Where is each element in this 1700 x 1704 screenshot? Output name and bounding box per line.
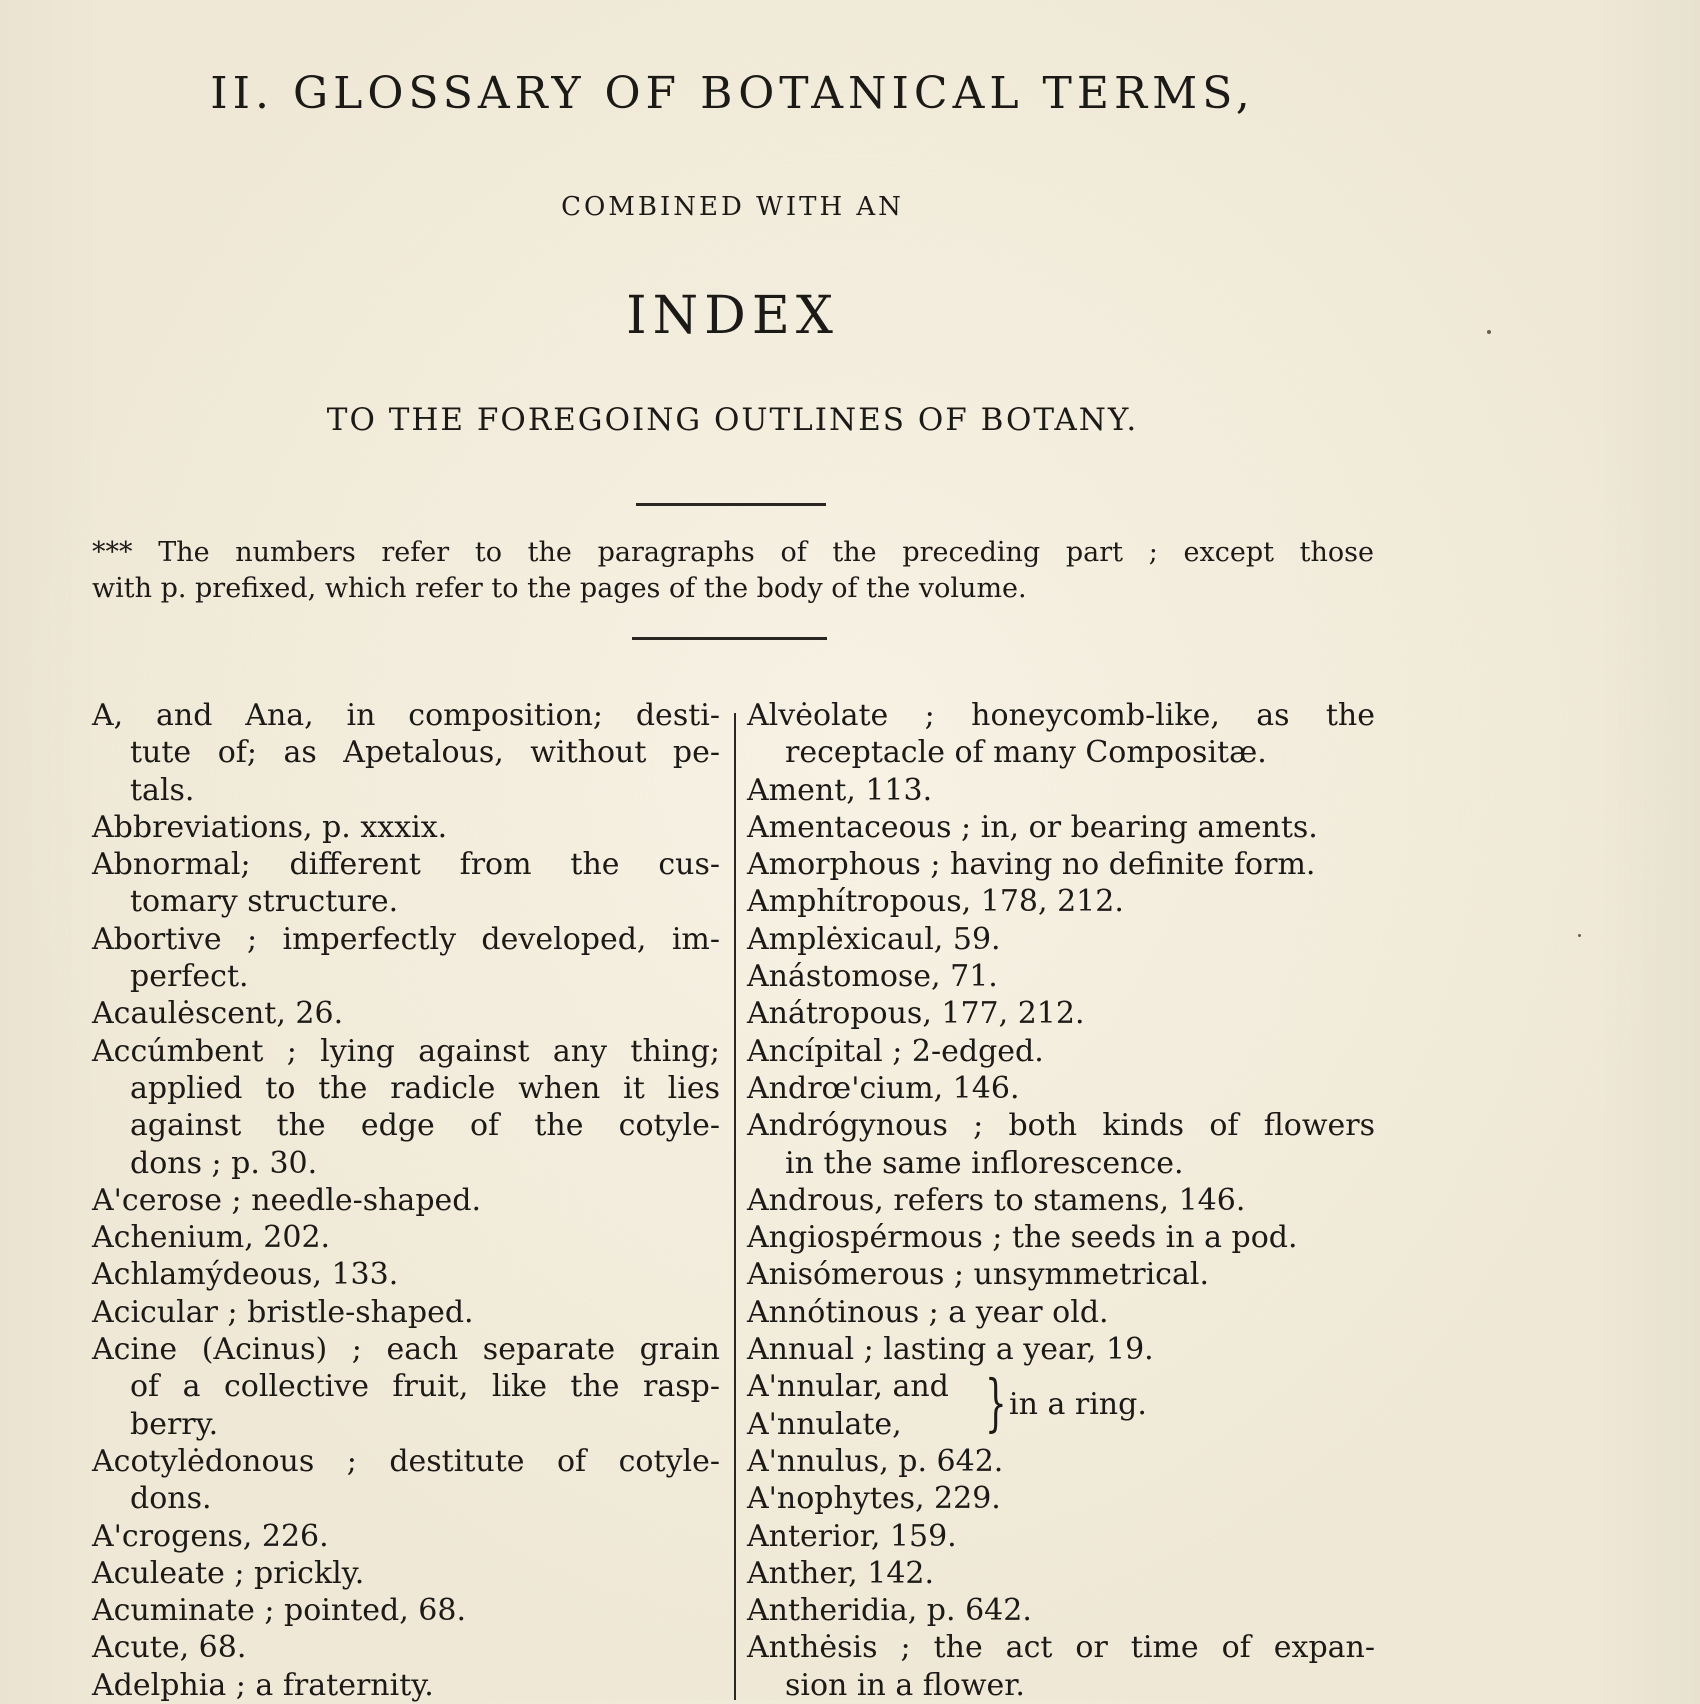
entry-accumbent [92,1033,720,1182]
entry-line: Acotylėdonous ; destitute of cotyle- [92,1443,720,1479]
entry-line: Annótinous ; a year old. [747,1294,1109,1330]
entry-anthesis [747,1629,1375,1704]
entry-line: of a collective fruit, like the rasp- [130,1369,720,1405]
entry-line: Abortive ; imperfectly developed, im- [92,921,720,957]
entry-alveolate [747,697,1375,772]
entry-line: Amorphous ; having no definite form. [747,847,1316,883]
entry-line: in the same inflorescence. [785,1145,1184,1181]
entry-acaulescent [92,995,720,1032]
entry-line: Anátropous, 177, 212. [747,996,1085,1032]
entry-androgynous [747,1107,1375,1182]
entry-anatropous [747,995,1375,1032]
entry-acotyledonous [92,1443,720,1518]
entry-annulate-line: A'nnulate, [747,1406,902,1442]
entry-line: against the edge of the cotyle- [130,1108,720,1144]
entry-line: tals. [130,772,195,808]
entry-line: Acuminate ; pointed, 68. [92,1593,467,1629]
entry-line: Achenium, 202. [92,1220,331,1256]
entry-line: Acine (Acinus) ; each separate grain [92,1332,720,1368]
entry-line: Andrógynous ; both kinds of flowers [747,1108,1375,1144]
entry-line: A'nnulus, p. 642. [747,1443,1004,1479]
entry-line: Abbreviations, p. xxxix. [92,809,448,845]
entry-anisomerous [747,1256,1375,1293]
entry-a-and-ana [92,697,720,809]
entry-line: Amplėxicaul, 59. [747,921,1001,957]
entry-acuminate [92,1592,720,1629]
entry-amphitropous [747,883,1375,920]
glossary-column-left [92,697,720,1704]
entry-line: A'cerose ; needle-shaped. [92,1182,482,1218]
entry-line: tute of; as Apetalous, without pe- [130,735,720,771]
entry-line: Acute, 68. [92,1630,247,1666]
entry-amorphous [747,846,1375,883]
entry-line: Ancípital ; 2-edged. [747,1033,1044,1069]
entry-line: tomary structure. [130,884,399,920]
entry-achenium [92,1219,720,1256]
entry-line: sion in a flower. [785,1667,1025,1703]
index-heading: INDEX [626,286,839,346]
entry-line: Anástomose, 71. [747,959,998,995]
entry-achlamydeous [92,1256,720,1293]
entry-annulus [747,1443,1375,1480]
entry-adelphia [92,1667,720,1704]
right-column-entries-a [747,697,1375,1368]
entry-line: Achlamýdeous, 133. [92,1257,399,1293]
glossary-column-right [747,697,1375,1704]
entry-line: receptacle of many Compositæ. [785,735,1267,771]
right-column-entries-b [747,1443,1375,1704]
explanatory-note [92,535,1374,607]
entry-acrogens [92,1518,720,1555]
entry-line: dons ; p. 30. [130,1145,318,1181]
entry-acicular [92,1294,720,1331]
entry-amentaceous [747,809,1375,846]
entry-ament [747,772,1375,809]
entry-line: Anther, 142. [747,1555,935,1591]
entry-androus [747,1182,1375,1219]
entry-line: Acicular ; bristle-shaped. [92,1294,474,1330]
entry-line: Androus, refers to stamens, 146. [747,1182,1246,1218]
entry-line: Accúmbent ; lying against any thing; [92,1033,720,1069]
entry-acute [92,1629,720,1666]
paper-speck [1578,934,1581,937]
entry-annular-meaning: in a ring. [1009,1387,1147,1423]
entry-line: Adelphia ; a fraternity. [92,1667,434,1703]
entry-line: Aculeate ; prickly. [92,1555,365,1591]
entry-line: Anterior, 159. [747,1518,957,1554]
entry-line: Alvėolate ; honeycomb-like, as the [747,698,1375,733]
entry-line: Amentaceous ; in, or bearing aments. [747,809,1318,845]
entry-line: Abnormal; different from the cus- [92,847,720,883]
rule-bottom [632,637,827,640]
curly-brace: } [985,1366,1007,1440]
note-line-1: *** The numbers refer to the paragraphs of the preceding part ; except those [92,537,1374,568]
entry-abortive [92,921,720,996]
entry-amplexicaul [747,921,1375,958]
subtitle: TO THE FOREGOING OUTLINES OF BOTANY. [326,402,1139,438]
entry-line: perfect. [130,959,249,995]
entry-line: Annual ; lasting a year, 19. [747,1332,1154,1368]
entry-acine [92,1331,720,1443]
entry-anophytes [747,1480,1375,1517]
entry-line: Ament, 113. [747,772,933,808]
entry-line: Acaulėscent, 26. [92,996,344,1032]
page-title: II. GLOSSARY OF BOTANICAL TERMS, [210,68,1255,119]
entry-annular-annulate [747,1368,1375,1443]
entry-line: Angiospérmous ; the seeds in a pod. [747,1220,1298,1256]
paper-speck [1487,330,1491,334]
entry-angiospermous [747,1219,1375,1256]
entry-line: Amphítropous, 178, 212. [747,884,1124,920]
column-divider [734,713,736,1700]
entry-annular-line: A'nnular, and [747,1369,949,1405]
entry-abbreviations [92,809,720,846]
note-line-2: with p. prefixed, which refer to the pages of the body of the volume. [92,573,1027,604]
entry-antheridia [747,1592,1375,1629]
entry-line: A'nophytes, 229. [747,1481,1001,1517]
entry-line: A, and Ana, in composition; desti- [92,698,720,733]
entry-line: Antheridia, p. 642. [747,1593,1032,1629]
entry-androecium [747,1070,1375,1107]
entry-anastomose [747,958,1375,995]
entry-anterior [747,1518,1375,1555]
entry-line: Andrœ'cium, 146. [747,1070,1020,1106]
entry-annotinous [747,1294,1375,1331]
entry-ancipital [747,1033,1375,1070]
rule-top [636,503,826,506]
entry-annual [747,1331,1375,1368]
combined-subheading: COMBINED WITH AN [561,192,904,222]
entry-acerose [92,1182,720,1219]
entry-line: Anthėsis ; the act or time of expan- [747,1630,1375,1666]
entry-line: Anisómerous ; unsymmetrical. [747,1257,1209,1293]
entry-line: A'crogens, 226. [92,1518,329,1554]
entry-abnormal [92,846,720,921]
entry-line: dons. [130,1481,212,1517]
entry-line: applied to the radicle when it lies [130,1070,720,1106]
entry-anther [747,1555,1375,1592]
entry-line: berry. [130,1406,219,1442]
entry-aculeate [92,1555,720,1592]
